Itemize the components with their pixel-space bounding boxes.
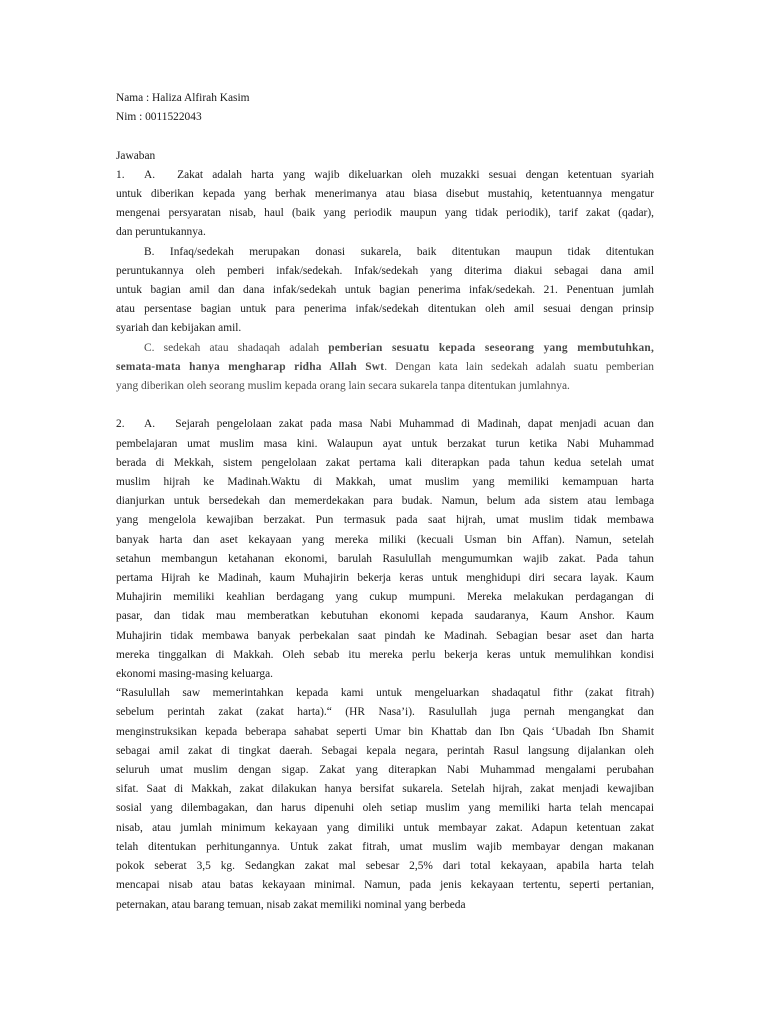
answer-2-line: peternakan, atau barang temuan, nisab zakat memiliki nominal yang berbeda [116, 898, 466, 911]
answer-1b-line: B. Infaq/sedekah merupakan donasi sukarela, baik ditentukan maupun tidak ditentukan [144, 245, 654, 258]
answer-2-line: banyak harta dan aset kekayaan yang mereka miliki (kecuali Usman bin Affan). Namun, setelah [116, 533, 654, 546]
answer-2-line: menginstruksikan kepada beberapa sahabat seperti Umar bin Khattab dan Ibn Qais ‘Ubadah Ibn Shamit [116, 725, 654, 738]
answer-1c-line: yang diberikan oleh seorang muslim kepada orang lain secara sukarela tanpa ditentukan jumlahnya. [116, 380, 570, 393]
answer-2-line: 2. A. Sejarah pengelolaan zakat pada masa Nabi Muhammad di Madinah, dapat menjadi acuan dan [116, 415, 654, 434]
answer-1c-emphasis: pemberian sesuatu kepada seseorang yang membutuhkan, [328, 341, 654, 354]
answer-1-number: 1. [116, 168, 125, 181]
answer-2-line: ekonomi masing-masing keluarga. [116, 668, 274, 681]
answer-1b-line: syariah dan kebijakan amil. [116, 322, 242, 335]
answer-2-line: setahun membangun ketahanan ekonomi, barulah Rasulullah mengumumkan wajib zakat. Pada tahun [116, 552, 654, 565]
answer-1b-line: untuk bagian amil dan dana infak/sedekah untuk bagian penerima infak/sedekah. 21. Penentuan jumlah [116, 284, 654, 297]
student-nim: Nim : 0011522043 [116, 111, 202, 124]
answer-2-line: sebagai amil zakat di tingkat daerah. Sebagai kepala negara, perintah Rasul langsung dijalankan oleh [116, 744, 654, 757]
answer-1b-line: peruntukannya oleh pemberi infak/sedekah. Infak/sedekah yang diterima diakui sebagai dana amil [116, 264, 654, 277]
answer-1a-line: dan peruntukannya. [116, 226, 206, 239]
answer-2-line: muslim hijrah ke Madinah.Waktu di Makkah, umat muslim yang memiliki kemampuan harta [116, 476, 654, 489]
spacer [116, 127, 654, 146]
answer-1b-line: atau persentase bagian untuk para penerima infak/sedekah ditentukan oleh amil sesuai dengan prinsip [116, 303, 654, 316]
answer-2-line: seluruh umat muslim dengan sigap. Zakat yang diterapkan Nabi Muhammad mengalami perubahan [116, 764, 654, 777]
answer-2-line: sosial yang dilembagakan, dan harus dipenuhi oleh setiap muslim yang memiliki harta telah mencapai [116, 802, 654, 815]
answer-2-line: dianjurkan untuk bersedekah dan memerdekakan para budak. Namun, belum ada sistem atau lembaga [116, 495, 654, 508]
spacer [116, 396, 654, 415]
answer-1 [116, 166, 654, 396]
answer-1a-line: mengenai persyaratan nisab, haul (baik yang periodik maupun yang tidak periodik), tarif zakat (qadar), [116, 207, 654, 220]
answer-2-line: pembelajaran umat muslim masa kini. Walaupun ayat untuk berzakat turun ketika Nabi Muhammad [116, 437, 654, 450]
document-page [116, 89, 654, 915]
answer-2-line: telah ditentukan perhitungannya. Untuk zakat fitrah, umat muslim wajib membayar dengan makanan [116, 840, 654, 853]
answer-2-number: 2. [116, 418, 125, 431]
answer-2-line: Muhajirin memiliki keahlian berdagang yang cukup mumpuni. Mereka melakukan perdagangan di [116, 591, 654, 604]
answer-2-line: mencapai nisab atau batas kekayaan minimal. Namun, pada jenis kekayaan tertentu, seperti pertanian, [116, 879, 654, 892]
answer-1a-line: 1. A. Zakat adalah harta yang wajib dikeluarkan oleh muzakki sesuai dengan ketentuan syariah [116, 166, 654, 185]
answer-2-line: “Rasulullah saw memerintahkan kepada kami untuk mengeluarkan shadaqatul fithr (zakat fitrah) [116, 687, 654, 700]
answer-1c-line: semata-mata hanya mengharap ridha Allah Swt. Dengan kata lain sedekah adalah suatu pemberian [116, 360, 655, 373]
answer-1a-label: A. [144, 168, 156, 181]
answer-2 [116, 415, 654, 914]
answer-2-line: sebelum perintah zakat (zakat harta).“ (HR Nasa’i). Rasulullah juga pernah mengangkat dan [116, 706, 654, 719]
answer-2-line: pasar, dan tidak mau memberatkan kebutuhan ekonomi kepada saudaranya, Kaum Anshor. Kaum [116, 610, 654, 623]
answer-2-line: sifat. Saat di Makkah, zakat dilakukan hanya bersifat sukarela. Setelah hijrah, zakat menjadi kewajiban [116, 783, 654, 796]
answer-2-line: nisab, atau jumlah minimum kekayaan yang dimiliki untuk membayar zakat. Adapun ketentuan zakat [116, 821, 654, 834]
answer-heading: Jawaban [116, 149, 156, 162]
answer-1c-label: C. [144, 341, 155, 354]
answer-2-line: pertama Hijrah ke Madinah, kaum Muhajirin bekerja keras untuk menghidupi diri secara layak. Kaum [116, 572, 654, 585]
answer-2a-label: A. [144, 418, 156, 431]
answer-1c-emphasis: semata-mata hanya mengharap ridha Allah Swt [116, 360, 385, 373]
student-name: Nama : Haliza Alfirah Kasim [116, 92, 250, 104]
answer-2-line: Muhajirin tidak membawa banyak perbekalan saat pindah ke Madinah. Sebagian besar aset dan harta [116, 629, 654, 642]
answer-2-line: yang mengelola kewajiban berzakat. Pun termasuk pada saat hijrah, umat muslim tidak membawa [116, 514, 654, 527]
answer-1a-line: untuk diberikan kepada yang berhak menerimanya atau biasa disebut mustahiq, ketentuannya mengatur [116, 188, 654, 200]
answer-1c-line: C. sedekah atau shadaqah adalah pemberian sesuatu kepada seseorang yang membutuhkan, [144, 341, 654, 354]
answer-2-line: berada di Mekkah, sistem pengelolaan zakat pertama kali diterapkan pada tahun kedua setelah umat [116, 456, 654, 469]
answer-2-line: mereka tinggalkan di Makkah. Oleh sebab itu mereka perlu bekerja keras untuk memulihkan kondisi [116, 648, 654, 661]
answer-2-line: pokok seberat 3,5 kg. Sedangkan zakat mal sebesar 2,5% dari total kekayaan, apabila harta telah [116, 860, 654, 873]
